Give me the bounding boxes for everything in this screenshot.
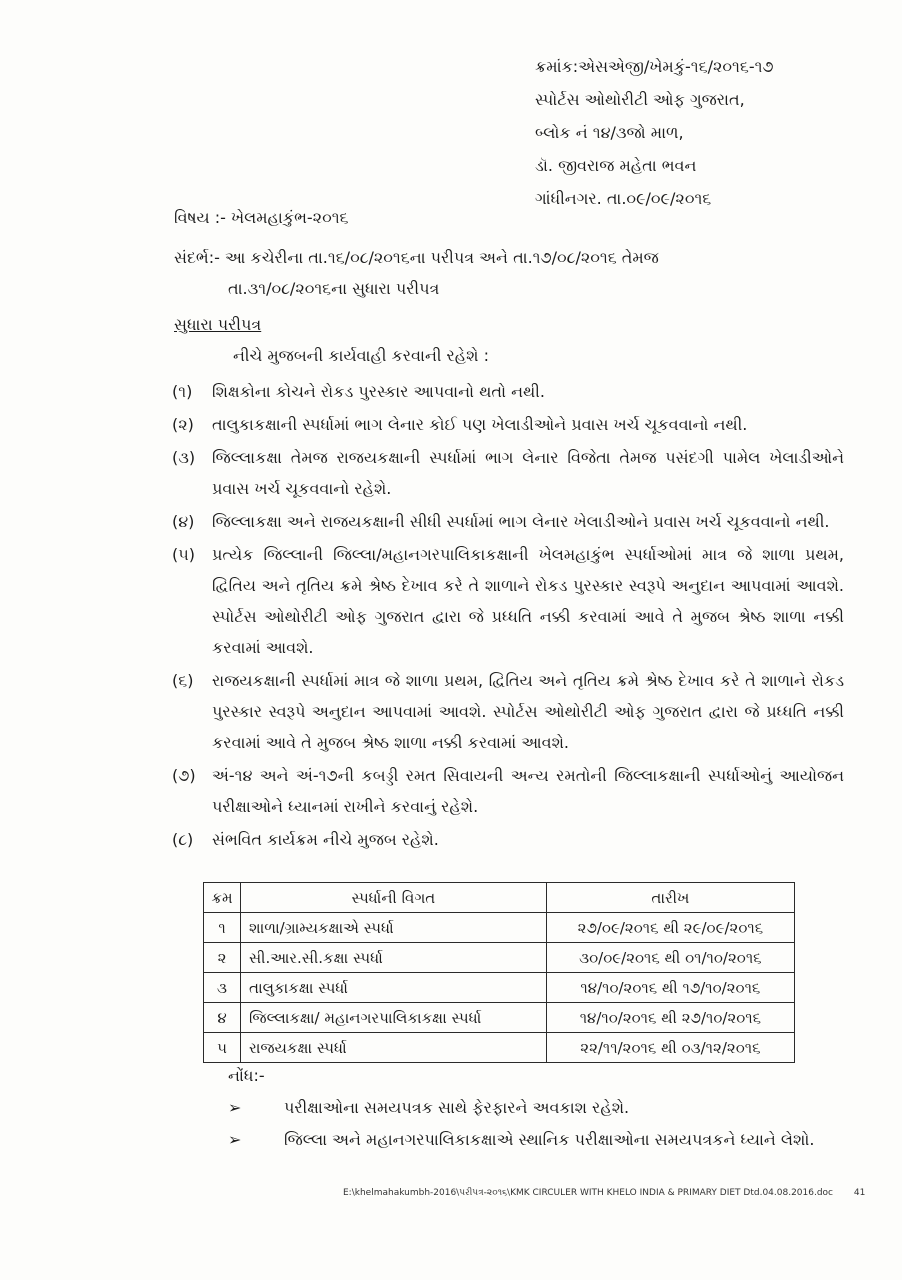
item-number: (૫) xyxy=(172,545,195,564)
note-text: જિલ્લા અને મહાનગરપાલિકાકક્ષાએ સ્થાનિક પરીક્ષાઓના સમયપત્રકને ધ્યાને લેશો. xyxy=(284,1130,815,1149)
table-row xyxy=(204,1003,795,1033)
table-row xyxy=(204,913,795,943)
list-item xyxy=(172,760,844,822)
office-address-block xyxy=(535,50,774,215)
list-item xyxy=(228,1092,814,1124)
cell-serial: ૫ xyxy=(204,1033,241,1063)
note-text: પરીક્ષાઓના સમયપત્રક સાથે ફેરફારને અવકાશ રહેશે. xyxy=(284,1098,630,1117)
column-header-competition: સ્પર્ધાની વિગત xyxy=(241,883,547,913)
cell-competition: તાલુકાકક્ષા સ્પર્ધા xyxy=(241,973,547,1003)
reference-number: ક્રમાંક:એસએજી/ખેમકું-૧૬/૨૦૧૬-૧૭ xyxy=(535,57,774,76)
cell-serial: ૨ xyxy=(204,943,241,973)
subject-line: વિષય :- ખેલમહાકુંભ-૨૦૧૬ xyxy=(174,208,349,227)
note-label: નોંધ:- xyxy=(228,1066,265,1085)
table-header-row xyxy=(204,883,795,913)
cell-serial: ૩ xyxy=(204,973,241,1003)
item-number: (૧) xyxy=(172,382,193,401)
office-block: બ્લોક નં ૧૪/૩જો માળ, xyxy=(535,123,684,142)
list-item xyxy=(172,824,844,855)
column-header-serial: ક્રમ xyxy=(204,883,241,913)
arrow-bullet-icon: ➢ xyxy=(228,1130,242,1149)
office-building: ડૉ. જીવરાજ મહેતા ભવન xyxy=(535,156,697,175)
table-row xyxy=(204,943,795,973)
item-number: (૭) xyxy=(172,766,196,785)
table-row xyxy=(204,1033,795,1063)
instruction-list xyxy=(172,376,844,857)
office-city-date: ગાંધીનગર. તા.૦૯/૦૯/૨૦૧૬ xyxy=(535,189,712,208)
notes-list xyxy=(228,1092,814,1156)
cell-serial: ૧ xyxy=(204,913,241,943)
item-number: (૩) xyxy=(172,448,196,467)
list-item xyxy=(172,539,844,663)
circular-heading: સુધારા પરીપત્ર xyxy=(174,315,262,334)
reference-block xyxy=(174,242,794,304)
item-text: સંભવિત કાર્યક્રમ નીચે મુજબ રહેશે. xyxy=(212,830,439,849)
item-text: શિક્ષકોના કોચને રોકડ પુરસ્કાર આપવાનો થતો નથી. xyxy=(212,382,545,401)
column-header-date: તારીખ xyxy=(546,883,794,913)
reference-line-2: તા.૩૧/૦૮/૨૦૧૬ના સુધારા પરીપત્ર xyxy=(228,279,440,298)
list-item xyxy=(228,1124,814,1156)
item-text: જિલ્લાકક્ષા તેમજ રાજયકક્ષાની સ્પર્ધામાં ભાગ લેનાર વિજેતા તેમજ પસંદગી પામેલ ખેલાડીઓને પ્રવાસ ખર્ચ ચૂકવવાનો રહેશે. xyxy=(212,448,844,498)
list-item xyxy=(172,442,844,504)
item-text: તાલુકાકક્ષાની સ્પર્ધામાં ભાગ લેનાર કોઈ પણ ખેલાડીઓને પ્રવાસ ખર્ચ ચૂકવવાનો નથી. xyxy=(212,415,748,434)
intro-text: નીચે મુજબની કાર્યવાહી કરવાની રહેશે : xyxy=(233,346,489,365)
item-text: રાજયકક્ષાની સ્પર્ધામાં માત્ર જે શાળા પ્રથમ, દ્વિતિય અને તૃતિય ક્રમે શ્રેષ્ઠ દેખાવ કરે તે શાળાને રોકડ પુરસ્કાર સ્વરૂપે અનુદાન આપવામાં આવશે. સ્પોર્ટસ ઓથોરીટી ઓફ ગુજરાત દ્વારા જે પ્રધ્ધતિ નક્કી કરવામાં આવે તે મુજબ શ્રેષ્ઠ શાળા નક્કી કરવામાં આવશે. xyxy=(212,671,844,752)
list-item xyxy=(172,665,844,758)
item-number: (૨) xyxy=(172,415,194,434)
page-footer xyxy=(343,1188,865,1198)
cell-date: ૩૦/૦૯/૨૦૧૬ થી ૦૧/૧૦/૨૦૧૬ xyxy=(546,943,794,973)
cell-serial: ૪ xyxy=(204,1003,241,1033)
cell-competition: સી.આર.સી.કક્ષા સ્પર્ધા xyxy=(241,943,547,973)
page-number: 41 xyxy=(853,1188,866,1198)
list-item xyxy=(172,376,844,407)
cell-date: ૧૪/૧૦/૨૦૧૬ થી ૨૭/૧૦/૨૦૧૬ xyxy=(546,1003,794,1033)
item-text: પ્રત્યેક જિલ્લાની જિલ્લા/મહાનગરપાલિકાકક્ષાની ખેલમહાકુંભ સ્પર્ધાઓમાં માત્ર જે શાળા પ્રથમ, દ્વિતિય અને તૃતિય ક્રમે શ્રેષ્ઠ દેખાવ કરે તે શાળાને રોકડ પુરસ્કાર સ્વરૂપે અનુદાન આપવામાં આવશે. સ્પોર્ટસ ઓથોરીટી ઓફ ગુજરાત દ્વારા જે પ્રધ્ધતિ નક્કી કરવામાં આવે તે મુજબ શ્રેષ્ઠ શાળા નક્કી કરવામાં આવશે. xyxy=(212,545,844,657)
office-name: સ્પોર્ટસ ઓથોરીટી ઓફ ગુજરાત, xyxy=(535,90,745,109)
item-number: (૮) xyxy=(172,830,194,849)
list-item xyxy=(172,506,844,537)
table-row xyxy=(204,973,795,1003)
cell-date: ૧૪/૧૦/૨૦૧૬ થી ૧૭/૧૦/૨૦૧૬ xyxy=(546,973,794,1003)
file-path: E:\khelmahakumbh-2016\પરીપત્ર-૨૦૧૬\KMK CIRCULER WITH KHELO INDIA & PRIMARY DIET Dtd.04.08.2016.doc xyxy=(343,1188,834,1198)
cell-date: ૨૭/૦૯/૨૦૧૬ થી ૨૯/૦૯/૨૦૧૬ xyxy=(546,913,794,943)
item-number: (૪) xyxy=(172,512,195,531)
list-item xyxy=(172,409,844,440)
arrow-bullet-icon: ➢ xyxy=(228,1098,242,1117)
cell-competition: જિલ્લાકક્ષા/ મહાનગરપાલિકાકક્ષા સ્પર્ધા xyxy=(241,1003,547,1033)
item-text: જિલ્લાકક્ષા અને રાજયકક્ષાની સીધી સ્પર્ધામાં ભાગ લેનાર ખેલાડીઓને પ્રવાસ ખર્ચ ચૂકવવાનો નથી. xyxy=(212,512,830,531)
reference-line-1: સંદર્ભ:- આ કચેરીના તા.૧૬/૦૮/૨૦૧૬ના પરીપત્ર અને તા.૧૭/૦૮/૨૦૧૬ તેમજ xyxy=(174,248,659,267)
cell-competition: રાજયકક્ષા સ્પર્ધા xyxy=(241,1033,547,1063)
cell-date: ૨૨/૧૧/૨૦૧૬ થી ૦૩/૧૨/૨૦૧૬ xyxy=(546,1033,794,1063)
cell-competition: શાળા/ગ્રામ્યકક્ષાએ સ્પર્ધા xyxy=(241,913,547,943)
schedule-table xyxy=(203,882,795,1063)
item-text: અં-૧૪ અને અં-૧૭ની કબડ્ડી રમત સિવાયની અન્ય રમતોની જિલ્લાકક્ષાની સ્પર્ધાઓનું આયોજન પરીક્ષાઓને ધ્યાનમાં રાખીને કરવાનું રહેશે. xyxy=(212,766,844,816)
item-number: (૬) xyxy=(172,671,194,690)
